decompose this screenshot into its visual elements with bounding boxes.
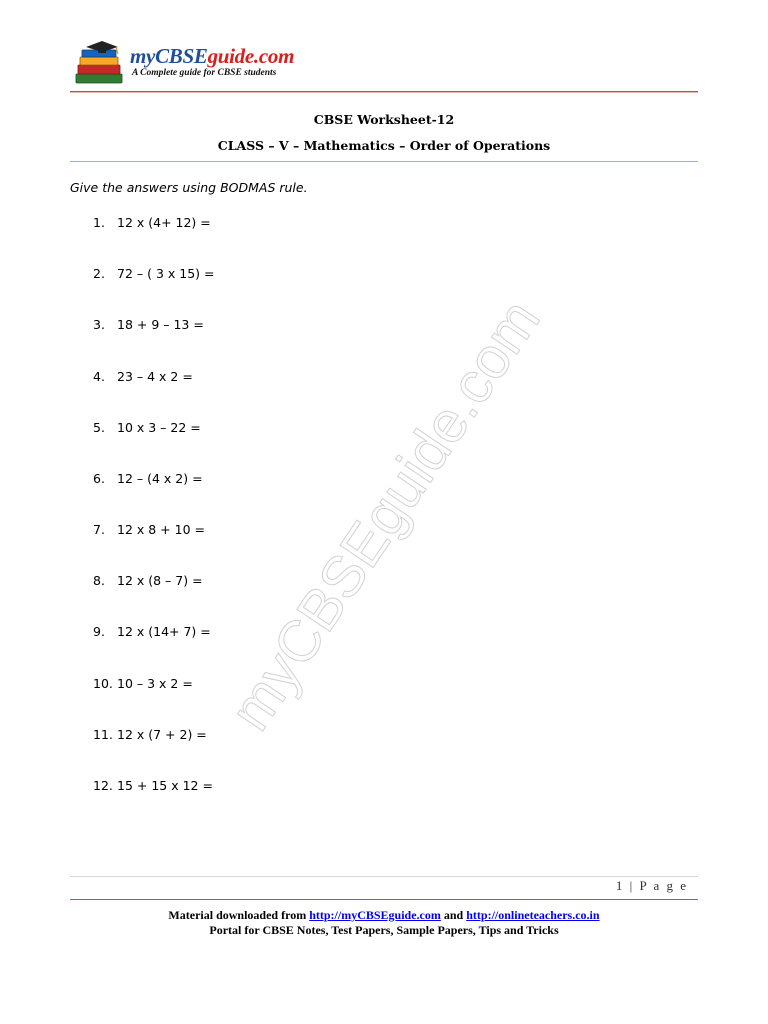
header-divider [70, 91, 698, 93]
mycbseguide-link[interactable]: http://myCBSEguide.com [309, 908, 441, 922]
question-item [93, 676, 193, 691]
question-number: 3. [93, 317, 105, 332]
watermark: myCBSEguide.com [217, 288, 553, 742]
footer-and-text: and [440, 908, 467, 922]
onlineteachers-link[interactable]: http://onlineteachers.co.in [466, 908, 600, 922]
worksheet-subtitle: CLASS – V – Mathematics – Order of Operations [217, 138, 551, 153]
question-number: 9. [93, 624, 105, 639]
question-text: 12 x (8 – 7) = [117, 573, 203, 588]
instruction-text: Give the answers using BODMAS rule. [70, 180, 308, 195]
footer-prefix-text: Material downloaded from [168, 908, 310, 922]
question-number: 4. [93, 369, 105, 384]
question-number: 8. [93, 573, 105, 588]
question-item [93, 624, 211, 639]
footer-download-line [0, 908, 768, 923]
site-logo [72, 38, 312, 88]
question-text: 15 + 15 x 12 = [117, 778, 213, 793]
footer-divider [70, 899, 698, 900]
question-text: 23 – 4 x 2 = [117, 369, 193, 384]
title-divider [70, 161, 698, 162]
logo-tagline: A Complete guide for CBSE students [132, 68, 277, 78]
question-number: 1. [93, 215, 105, 230]
question-text: 12 – (4 x 2) = [117, 471, 203, 486]
footer-top-divider [70, 876, 698, 877]
books-graduation-cap-icon [72, 40, 130, 86]
page-number: 1 | P a g e [615, 878, 688, 893]
question-number: 5. [93, 420, 105, 435]
question-item [93, 369, 193, 384]
question-number: 10. [93, 676, 113, 691]
question-item [93, 420, 201, 435]
question-number: 6. [93, 471, 105, 486]
footer-portal-line: Portal for CBSE Notes, Test Papers, Sample Papers, Tips and Tricks [209, 923, 559, 937]
question-text: 12 x (14+ 7) = [117, 624, 211, 639]
question-number: 2. [93, 266, 105, 281]
worksheet-title: CBSE Worksheet-12 [313, 112, 455, 127]
question-item [93, 522, 205, 537]
question-text: 12 x (7 + 2) = [117, 727, 207, 742]
question-item [93, 317, 204, 332]
question-item [93, 471, 203, 486]
question-number: 12. [93, 778, 113, 793]
question-item [93, 266, 214, 281]
question-item [93, 215, 211, 230]
question-text: 72 – ( 3 x 15) = [117, 266, 215, 281]
question-text: 12 x (4+ 12) = [117, 215, 211, 230]
question-text: 18 + 9 – 13 = [117, 317, 204, 332]
question-number: 11. [93, 727, 113, 742]
question-number: 7. [93, 522, 105, 537]
question-text: 10 x 3 – 22 = [117, 420, 201, 435]
question-text: 10 – 3 x 2 = [117, 676, 193, 691]
question-text: 12 x 8 + 10 = [117, 522, 205, 537]
question-item [93, 573, 203, 588]
logo-brand-text: myCBSEguide.com [130, 44, 295, 68]
question-item [93, 727, 207, 742]
question-item [93, 778, 213, 793]
